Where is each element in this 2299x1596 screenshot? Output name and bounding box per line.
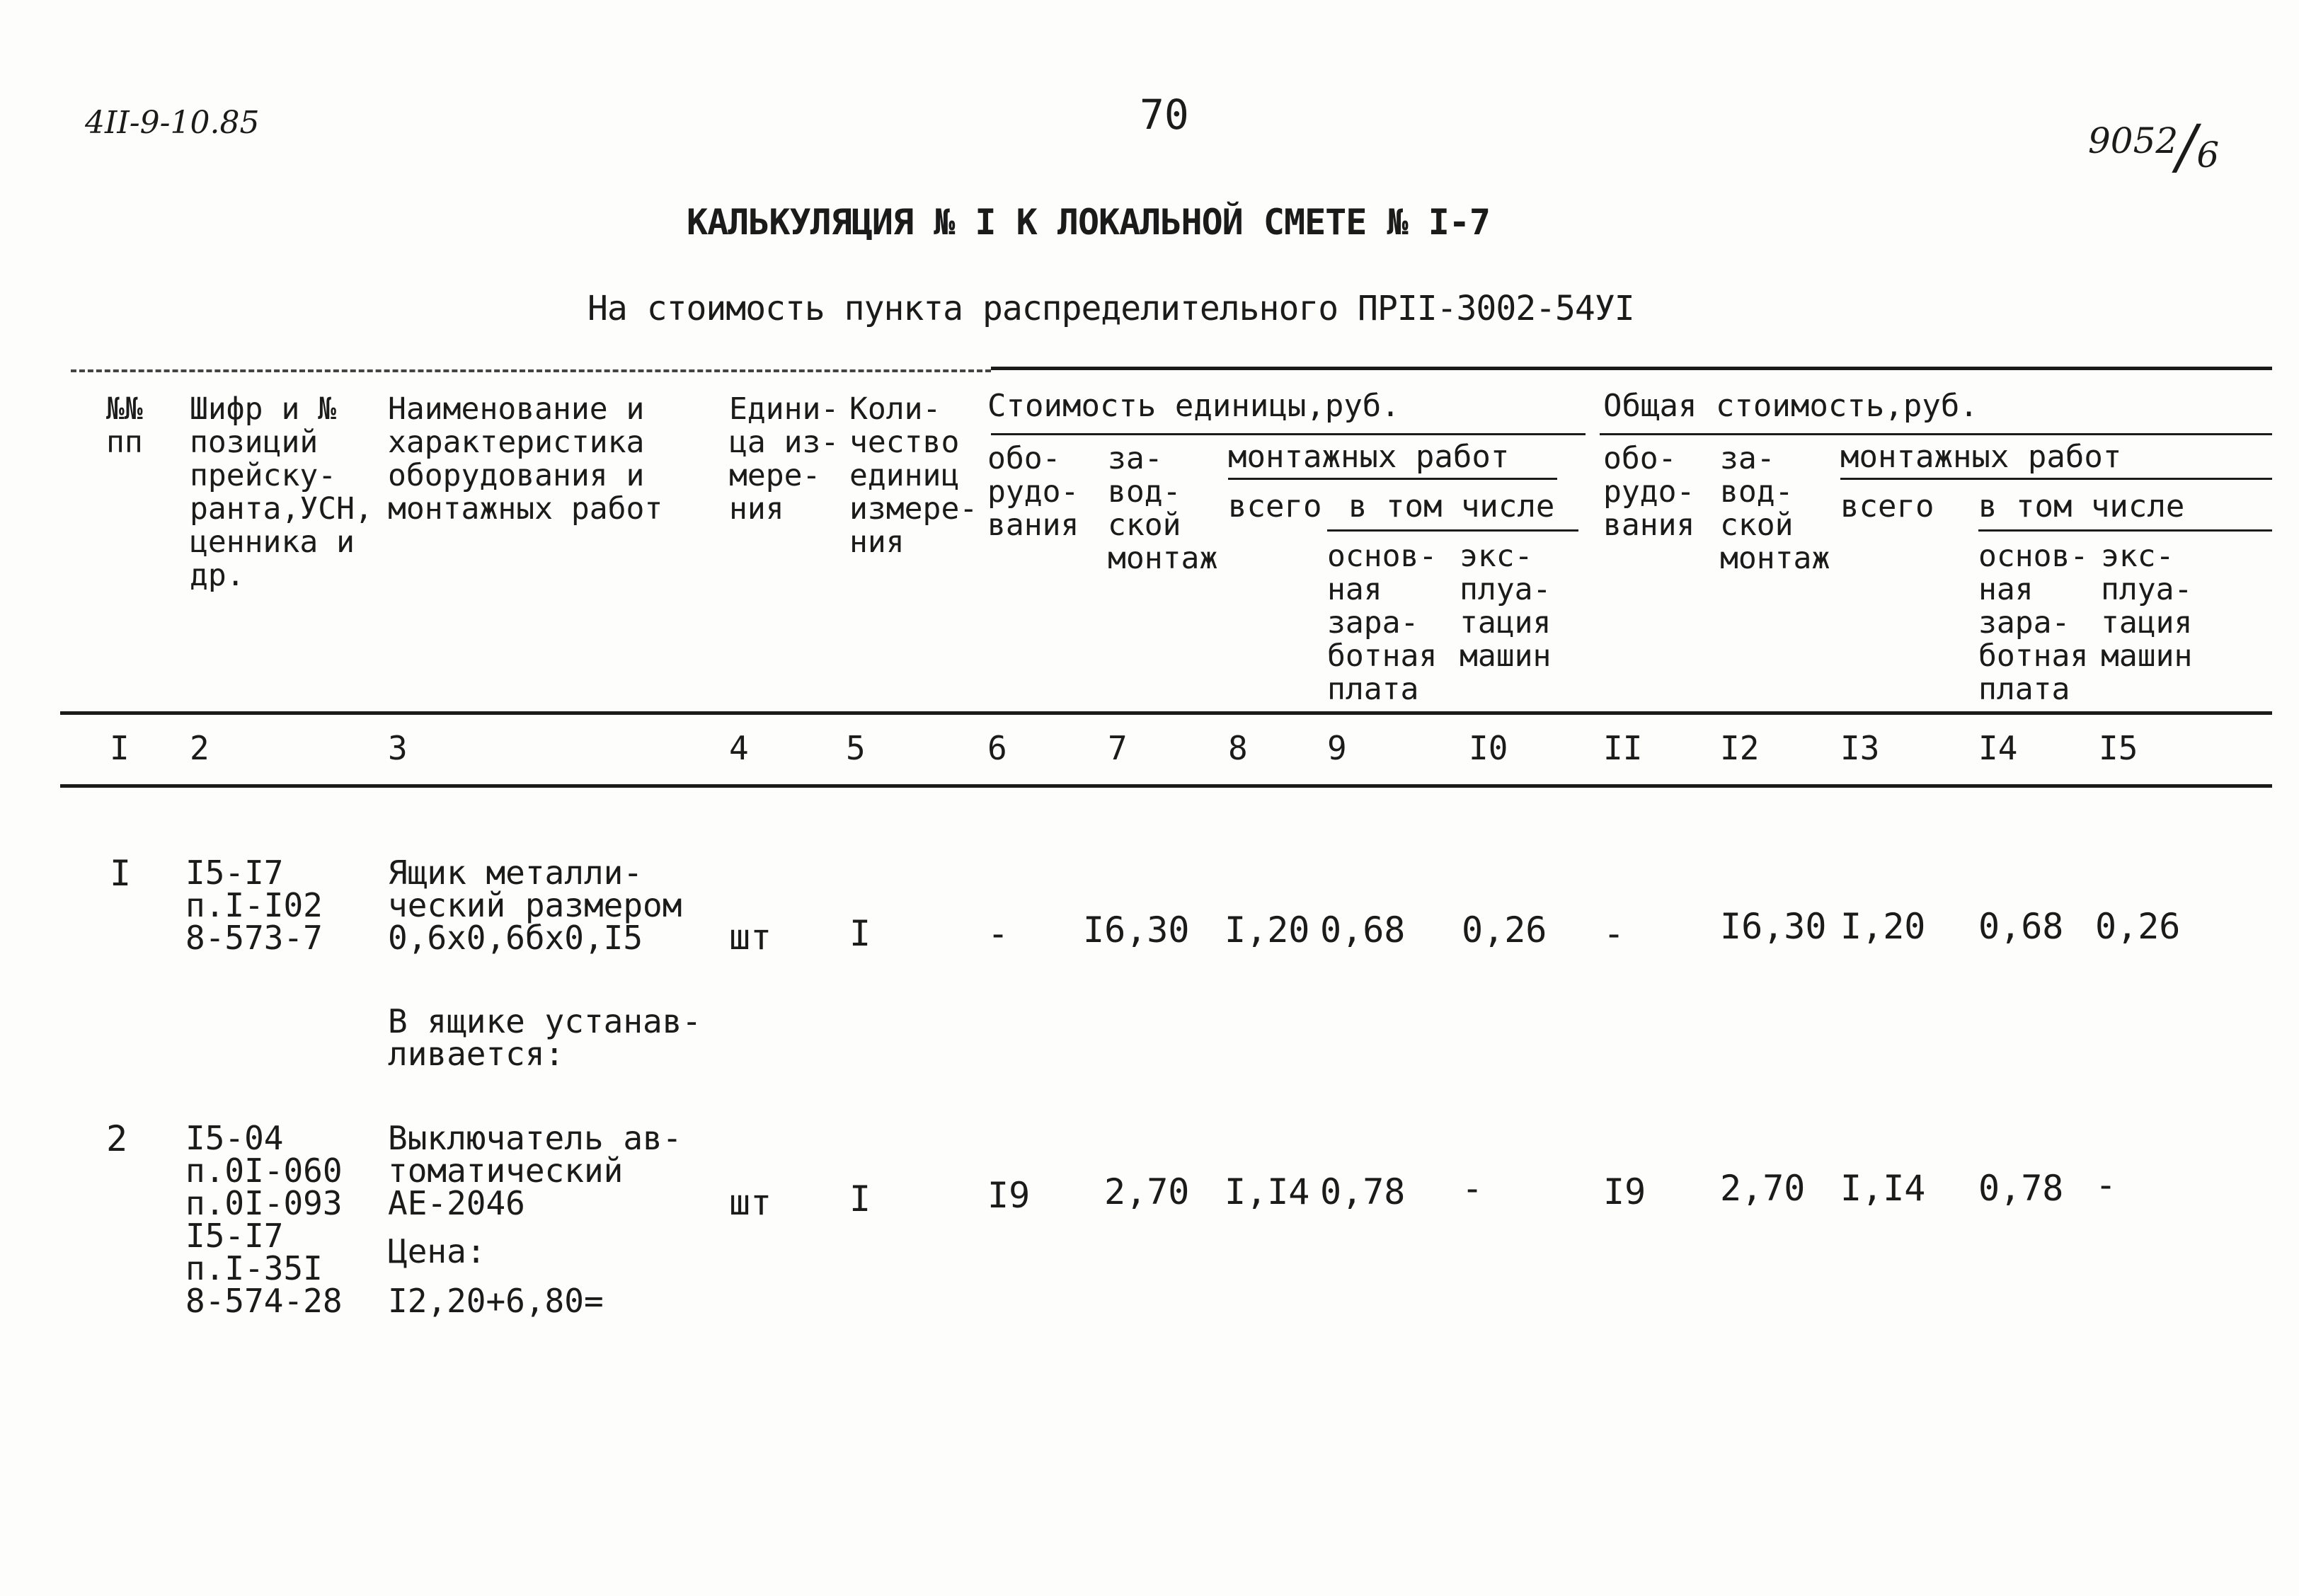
table-top-rule bbox=[991, 367, 2272, 370]
header-total-machine-ops: экс- плуа- тация машин bbox=[2101, 539, 2193, 674]
sheet-index-value: 6 bbox=[2196, 134, 2220, 176]
row1-code: I5-I7 п.I-I02 8-573-7 bbox=[185, 854, 323, 957]
column-numbers-bottom-rule bbox=[60, 784, 2272, 788]
row2-code: I5-04 п.0I-060 п.0I-093 I5-I7 п.I-35I 8-574-28 bbox=[185, 1119, 343, 1320]
row1-factory: I6,30 bbox=[1083, 909, 1190, 951]
row-note: В ящике устанав- ливается: bbox=[388, 1002, 702, 1073]
row1-install-total: I,20 bbox=[1225, 909, 1310, 951]
header-total-factory: за- вод- ской монтаж bbox=[1720, 441, 1830, 576]
header-unit-install-works: монтажных работ bbox=[1228, 439, 1510, 475]
page-number: 70 bbox=[1140, 91, 1189, 139]
column-number: 9 bbox=[1327, 729, 1347, 767]
sheet-slash: / bbox=[2177, 112, 2197, 181]
column-number: I4 bbox=[1978, 729, 2018, 767]
document-subtitle: На стоимость пункта распределительного ПРII-3002-54УI bbox=[587, 289, 1634, 328]
header-quantity: Коли- чество единиц измере- ния bbox=[849, 391, 978, 560]
install-works-underline-right bbox=[1840, 478, 2272, 480]
header-unit-equipment: обо- рудо- вания bbox=[987, 441, 1079, 543]
header-total-equipment: обо- рудо- вания bbox=[1603, 441, 1695, 543]
column-number: I0 bbox=[1469, 729, 1508, 767]
header-total-install-total: всего bbox=[1840, 488, 1934, 524]
row1-unit: шт bbox=[729, 917, 772, 958]
row2-total-factory: 2,70 bbox=[1720, 1168, 1806, 1209]
including-underline-left bbox=[1327, 529, 1578, 532]
column-number: I2 bbox=[1720, 729, 1760, 767]
row1-total-equipment: - bbox=[1603, 913, 1625, 954]
row1-number: I bbox=[110, 853, 132, 894]
row2-price-label: Цена: bbox=[388, 1232, 486, 1270]
row2-unit: шт bbox=[729, 1182, 772, 1223]
row2-install-total: I,I4 bbox=[1225, 1171, 1310, 1212]
column-number: 2 bbox=[190, 729, 210, 767]
header-unit-install-total: всего bbox=[1228, 488, 1322, 524]
column-number: 4 bbox=[729, 729, 749, 767]
row1-machine-ops: 0,26 bbox=[1462, 909, 1547, 951]
row2-machine-ops: - bbox=[1462, 1168, 1484, 1209]
header-code: Шифр и № позиций прейску- ранта,УСН, ценника и др. bbox=[190, 391, 373, 593]
header-total-cost-group: Общая стоимость,руб. bbox=[1603, 388, 1978, 424]
header-name: Наименование и характеристика оборудования и монтажных работ bbox=[388, 391, 663, 527]
column-number: 3 bbox=[388, 729, 408, 767]
row2-total-base-salary: 0,78 bbox=[1978, 1168, 2064, 1209]
row2-name: Выключатель ав- томатический АЕ-2046 bbox=[388, 1119, 682, 1222]
row1-total-install: I,20 bbox=[1840, 906, 1926, 947]
row1-total-base-salary: 0,68 bbox=[1978, 906, 2064, 947]
column-number: 6 bbox=[987, 729, 1007, 767]
column-number: II bbox=[1603, 729, 1643, 767]
row2-quantity: I bbox=[849, 1178, 871, 1219]
row1-name: Ящик металли- ческий размером 0,6х0,6бх0,I5 bbox=[388, 854, 682, 957]
unit-cost-underline bbox=[991, 433, 1586, 435]
row2-total-machine-ops: - bbox=[2095, 1164, 2117, 1205]
document-title: КАЛЬКУЛЯЦИЯ № I К ЛОКАЛЬНОЙ СМЕТЕ № I-7 bbox=[687, 202, 1490, 243]
document-code: 4II-9-10.85 bbox=[85, 105, 260, 141]
total-cost-underline bbox=[1600, 433, 2272, 435]
table-top-rule-left bbox=[71, 369, 991, 372]
header-unit-base-salary: основ- ная зара- ботная плата bbox=[1327, 539, 1438, 707]
install-works-underline-left bbox=[1228, 478, 1557, 480]
row2-equipment: I9 bbox=[987, 1175, 1031, 1216]
row2-base-salary: 0,78 bbox=[1320, 1171, 1406, 1212]
row1-total-factory: I6,30 bbox=[1720, 906, 1827, 947]
header-total-install-works: монтажных работ bbox=[1840, 439, 2122, 475]
column-number: I bbox=[110, 729, 130, 767]
column-number: I3 bbox=[1840, 729, 1880, 767]
row1-quantity: I bbox=[849, 913, 871, 954]
header-total-base-salary: основ- ная зара- ботная плата bbox=[1978, 539, 2089, 707]
column-number: 7 bbox=[1108, 729, 1128, 767]
header-row-number: №№ пп bbox=[106, 391, 143, 460]
row2-price-formula: I2,20+6,80= bbox=[388, 1282, 604, 1320]
header-bottom-rule bbox=[60, 711, 2272, 715]
row1-equipment: - bbox=[987, 913, 1009, 954]
sheet-index bbox=[2177, 112, 2219, 181]
header-unit: Едини- ца из- мере- ния bbox=[729, 391, 839, 527]
header-unit-machine-ops: экс- плуа- тация машин bbox=[1460, 539, 1552, 674]
row2-total-equipment: I9 bbox=[1603, 1171, 1646, 1212]
row2-number: 2 bbox=[106, 1118, 128, 1159]
row1-base-salary: 0,68 bbox=[1320, 909, 1406, 951]
header-total-including: в том числе bbox=[1978, 488, 2185, 524]
header-unit-cost-group: Стоимость единицы,руб. bbox=[987, 388, 1400, 424]
row2-factory: 2,70 bbox=[1104, 1171, 1190, 1212]
column-number: I5 bbox=[2099, 729, 2138, 767]
column-number: 8 bbox=[1228, 729, 1248, 767]
header-unit-factory: за- вод- ской монтаж bbox=[1108, 441, 1218, 576]
sheet-code: 9052 bbox=[2088, 120, 2179, 161]
header-unit-including: в том числе bbox=[1348, 488, 1555, 524]
including-underline-right bbox=[1978, 529, 2272, 532]
row2-total-install: I,I4 bbox=[1840, 1168, 1926, 1209]
row1-total-machine-ops: 0,26 bbox=[2095, 906, 2181, 947]
column-number: 5 bbox=[846, 729, 866, 767]
